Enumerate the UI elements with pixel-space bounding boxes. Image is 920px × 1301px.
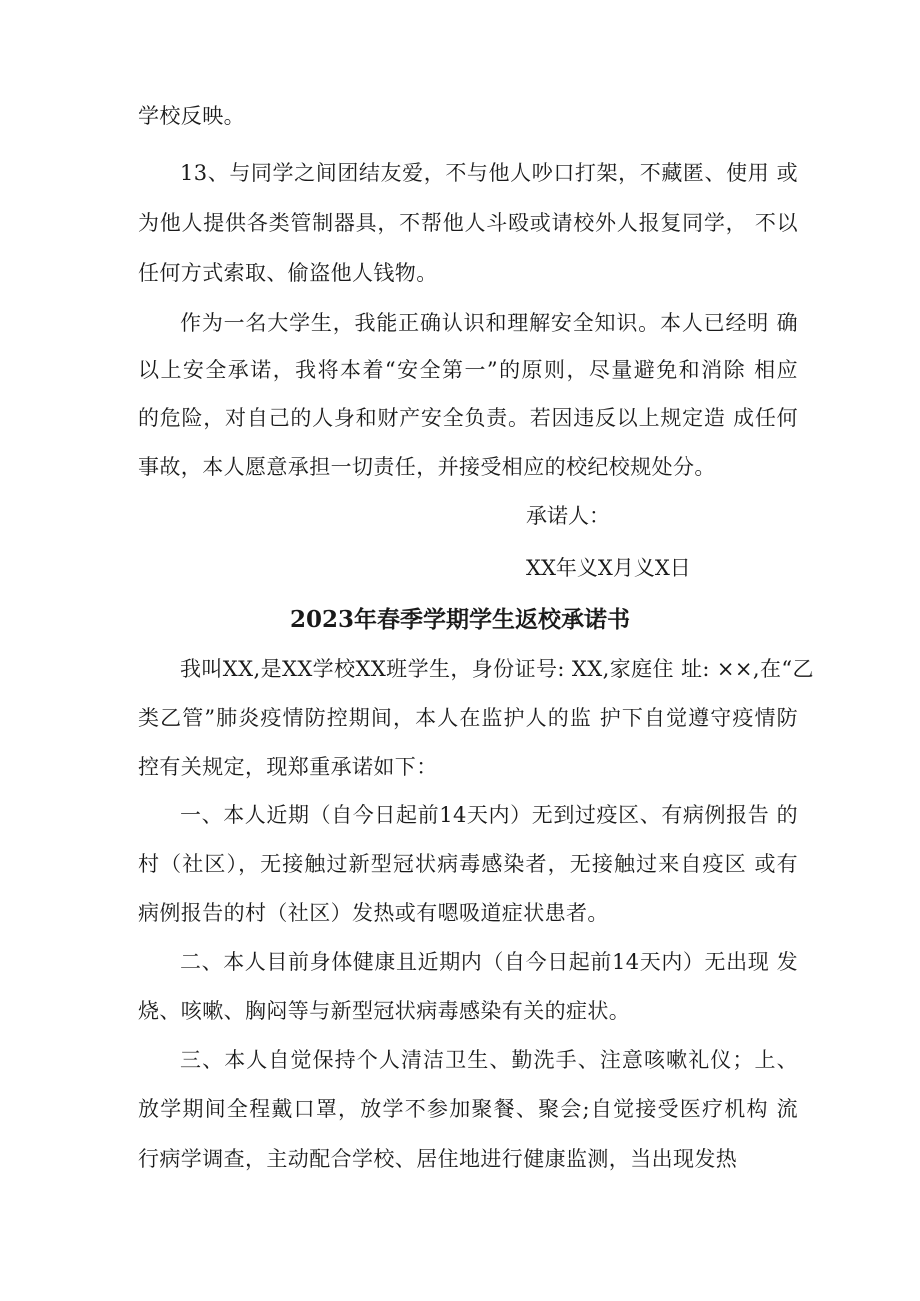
text-line: 的危险，对自己的人身和财产安全负责。若因违反以上规定造 成任何 (138, 406, 798, 430)
document-title: 2023年春季学期学生返校承诺书 (289, 606, 630, 633)
text-line: 13、与同学之间团结友爱，不与他人吵口打架，不藏匿、使用 或 (180, 161, 798, 185)
text-line: 二、本人目前身体健康且近期内（自今日起前14天内）无出现 发 (180, 950, 798, 974)
text-line: 类乙管”肺炎疫情防控期间，本人在监护人的监 护下自觉遵守疫情防 (138, 706, 798, 730)
text-line: 为他人提供各类管制器具，不帮他人斗殴或请校外人报复同学， 不以 (138, 211, 798, 235)
text-line: 行病学调查，主动配合学校、居住地进行健康监测，当出现发热 (138, 1147, 738, 1171)
text-line: 任何方式索取、偷盗他人钱物。 (138, 261, 438, 285)
text-line: 烧、咳嗽、胸闷等与新型冠状病毒感染有关的症状。 (138, 999, 631, 1023)
text-line: 事故，本人愿意承担一切责任，并接受相应的校纪校规处分。 (138, 455, 716, 479)
text-line: 作为一名大学生，我能正确认识和理解安全知识。本人已经明 确 (180, 311, 798, 335)
text-line: 我叫XX,是XX学校XX班学生，身份证号: XX,家庭住 址: ××,在“乙 (180, 657, 814, 681)
text-line: 学校反映。 (138, 104, 245, 128)
text-line: 放学期间全程戴口罩，放学不参加聚餐、聚会;自觉接受医疗机构 流 (138, 1097, 798, 1121)
text-line: 一、本人近期（自今日起前14天内）无到过疫区、有病例报告 的 (180, 803, 798, 827)
text-line: 控有关规定，现郑重承诺如下： (138, 755, 438, 779)
text-line: 以上安全承诺，我将本着“安全第一”的原则，尽量避免和消除 相应 (138, 358, 798, 382)
text-line: 三、本人自觉保持个人清洁卫生、勤洗手、注意咳嗽礼仪；上、 (180, 1048, 798, 1072)
date-line: XX年义X月义X日 (526, 556, 691, 580)
promiser-label: 承诺人： (526, 504, 610, 528)
text-line: 村（社区），无接触过新型冠状病毒感染者，无接触过来自疫区 或有 (138, 852, 798, 876)
text-line: 病例报告的村（社区）发热或有嗯吸道症状患者。 (138, 901, 609, 925)
